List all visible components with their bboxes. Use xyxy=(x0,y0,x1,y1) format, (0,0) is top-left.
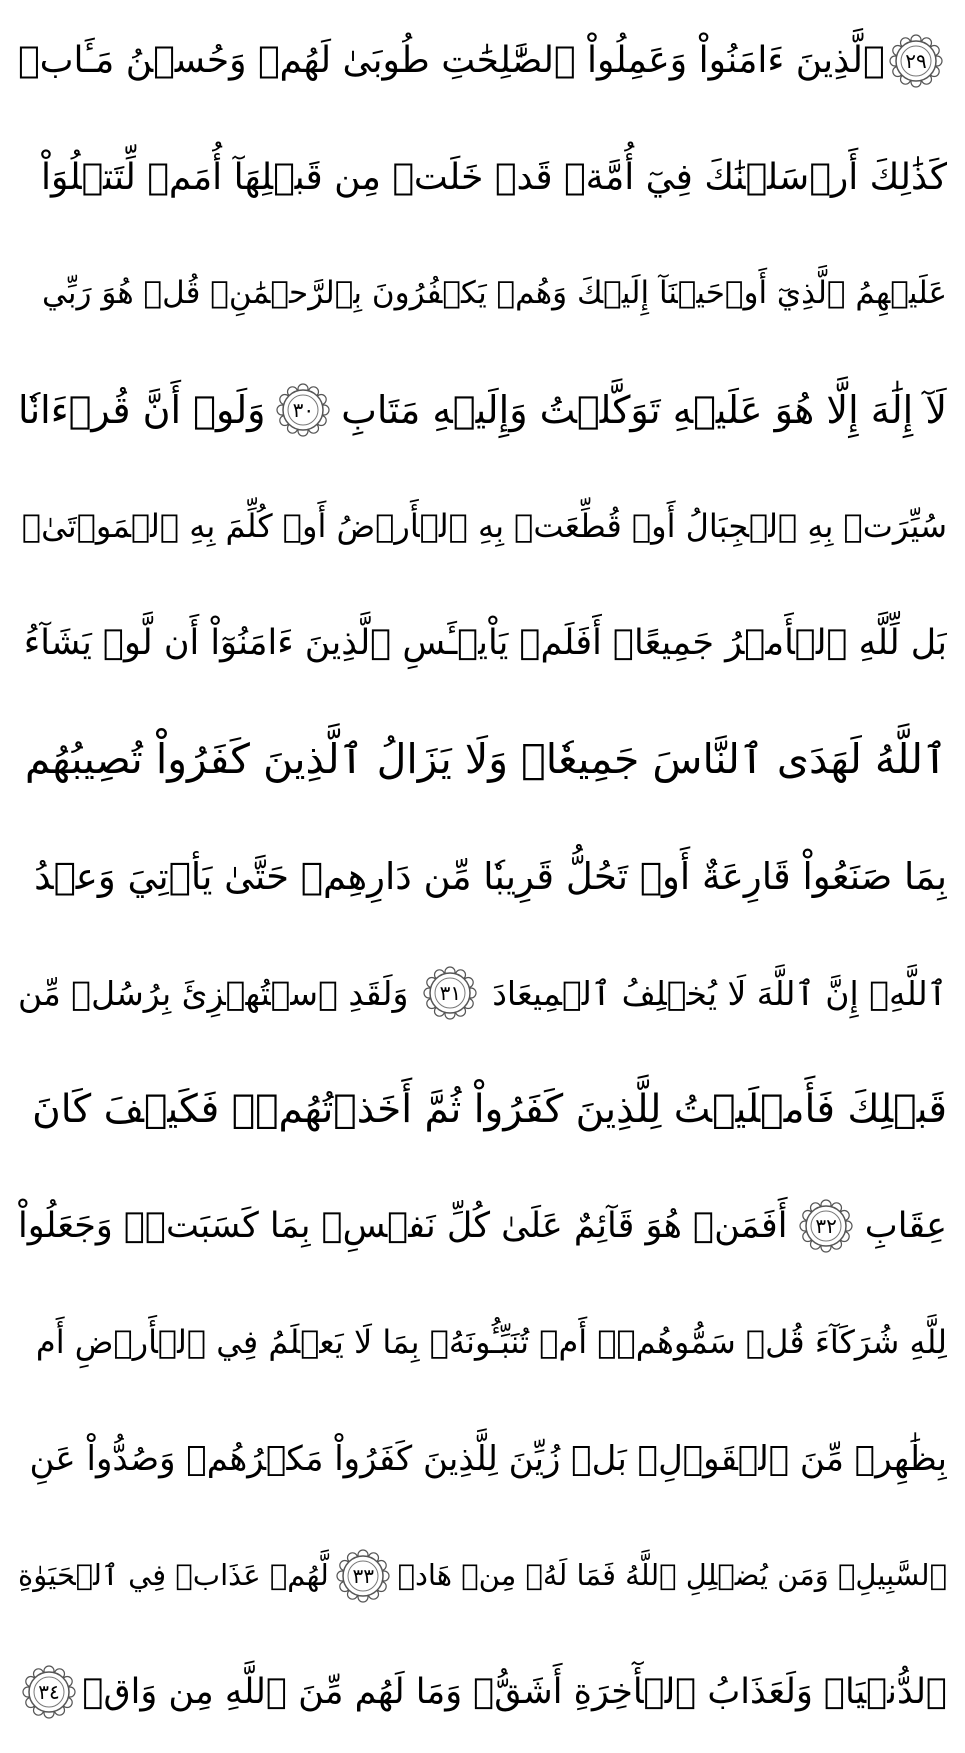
verse-end-marker xyxy=(22,1665,76,1719)
verse-text: بِظَٰهِرٖ مِّنَ ٱلۡقَوۡلِۗ بَلۡ زُيِّنَ لِلَّذِينَ كَفَرُواْ مَكۡرُهُمۡ وَصُدُّواْ عَنِ xyxy=(29,1438,947,1479)
verse-text: سُيِّرَتۡ بِهِ ٱلۡجِبَالُ أَوۡ قُطِّعَتۡ بِهِ ٱلۡأَرۡضُ أَوۡ كُلِّمَ بِهِ ٱلۡمَوۡتَىٰۗ xyxy=(21,507,947,546)
verse-number: ٣٤ xyxy=(38,1680,60,1705)
text-line xyxy=(18,1172,947,1281)
verse-number: ٣٢ xyxy=(815,1214,837,1239)
verse-text: ٱلَّذِينَ ءَامَنُواْ وَعَمِلُواْ ٱلصَّٰلِحَٰتِ طُوبَىٰ لَهُمۡ وَحُسۡنُ مَـَٔابٖ xyxy=(18,40,885,81)
verse-text: أَفَمَنۡ هُوَ قَآئِمٌ عَلَىٰ كُلِّ نَفۡسِۢ بِمَا كَسَبَتۡۗ وَجَعَلُواْ xyxy=(18,1205,788,1246)
verse-end-marker xyxy=(423,966,477,1020)
text-line xyxy=(18,123,947,232)
text-line xyxy=(18,822,947,931)
text-line xyxy=(18,1288,947,1397)
verse-number: ٣٣ xyxy=(352,1563,374,1588)
verse-number: ٢٩ xyxy=(905,48,927,73)
text-line xyxy=(18,939,947,1048)
text-line xyxy=(18,1638,947,1747)
text-line xyxy=(18,705,947,814)
text-line xyxy=(18,356,947,465)
verse-text: عِقَابِ xyxy=(864,1205,947,1246)
verse-text: بِمَا صَنَعُواْ قَارِعَةٌ أَوۡ تَحُلُّ قَرِيبٗا مِّن دَارِهِمۡ حَتَّىٰ يَأۡتِيَ وَعۡدُ xyxy=(34,854,947,898)
text-line xyxy=(18,472,947,581)
verse-end-marker xyxy=(799,1199,853,1253)
verse-text: وَلَقَدِ ٱسۡتُهۡزِئَ بِرُسُلٖ مِّن xyxy=(18,973,409,1013)
verse-end-marker xyxy=(336,1549,390,1603)
verse-end-marker xyxy=(889,34,943,88)
verse-text: كَذَٰلِكَ أَرۡسَلۡنَٰكَ فِيٓ أُمَّةٖ قَدۡ خَلَتۡ مِن قَبۡلِهَآ أُمَمٞ لِّتَتۡلُوَاْ xyxy=(41,156,947,198)
text-line xyxy=(18,1405,947,1514)
text-line xyxy=(18,1521,947,1630)
verse-text: ٱللَّهُ لَهَدَى ٱلنَّاسَ جَمِيعٗاۗ وَلَا يَزَالُ ٱلَّذِينَ كَفَرُواْ تُصِيبُهُم xyxy=(24,735,947,784)
verse-text: لَآ إِلَٰهَ إِلَّا هُوَ عَلَيۡهِ تَوَكَّلۡتُ وَإِلَيۡهِ مَتَابِ xyxy=(341,387,947,432)
verse-end-marker xyxy=(276,383,330,437)
text-line xyxy=(18,589,947,698)
verse-text: ٱلدُّنۡيَاۖ وَلَعَذَابُ ٱلۡأٓخِرَةِ أَشَقُّۖ وَمَا لَهُم مِّنَ ٱللَّهِ مِن وَاقٖ xyxy=(82,1671,947,1712)
verse-text: بَل لِّلَّهِ ٱلۡأَمۡرُ جَمِيعًاۗ أَفَلَمۡ يَاْيۡـَٔسِ ٱلَّذِينَ ءَامَنُوٓاْ أَن لَّوۡ يَشَآءُ xyxy=(23,622,947,663)
verse-number: ٣١ xyxy=(439,981,462,1005)
verse-text: لِلَّهِ شُرَكَآءَ قُلۡ سَمُّوهُمۡۚ أَمۡ تُنَبِّـُٔونَهُۥ بِمَا لَا يَعۡلَمُ فِي ٱلۡأَرۡضِ أَم xyxy=(35,1323,947,1362)
verse-text: ٱلسَّبِيلِۗ وَمَن يُضۡلِلِ ٱللَّهُ فَمَا لَهُۥ مِنۡ هَادٖ xyxy=(397,1558,947,1593)
verse-text: وَلَوۡ أَنَّ قُرۡءَانٗا xyxy=(18,387,266,432)
verse-number: ٣٠ xyxy=(292,398,315,423)
verse-text: لَّهُمۡ عَذَابٞ فِي ٱلۡحَيَوٰةِ xyxy=(18,1558,329,1593)
verse-text: عَلَيۡهِمُ ٱلَّذِيٓ أَوۡحَيۡنَآ إِلَيۡكَ وَهُمۡ يَكۡفُرُونَ بِٱلرَّحۡمَٰنِۚ قُلۡ هُوَ رَبِّي xyxy=(42,275,947,312)
text-line xyxy=(18,239,947,348)
text-line xyxy=(18,6,947,115)
text-line xyxy=(18,1055,947,1164)
verse-text: قَبۡلِكَ فَأَمۡلَيۡتُ لِلَّذِينَ كَفَرُواْ ثُمَّ أَخَذۡتُهُمۡۖ فَكَيۡفَ كَانَ xyxy=(32,1087,947,1133)
page-lines xyxy=(18,6,947,1747)
verse-text: ٱللَّهِۚ إِنَّ ٱللَّهَ لَا يُخۡلِفُ ٱلۡمِيعَادَ xyxy=(492,973,947,1013)
